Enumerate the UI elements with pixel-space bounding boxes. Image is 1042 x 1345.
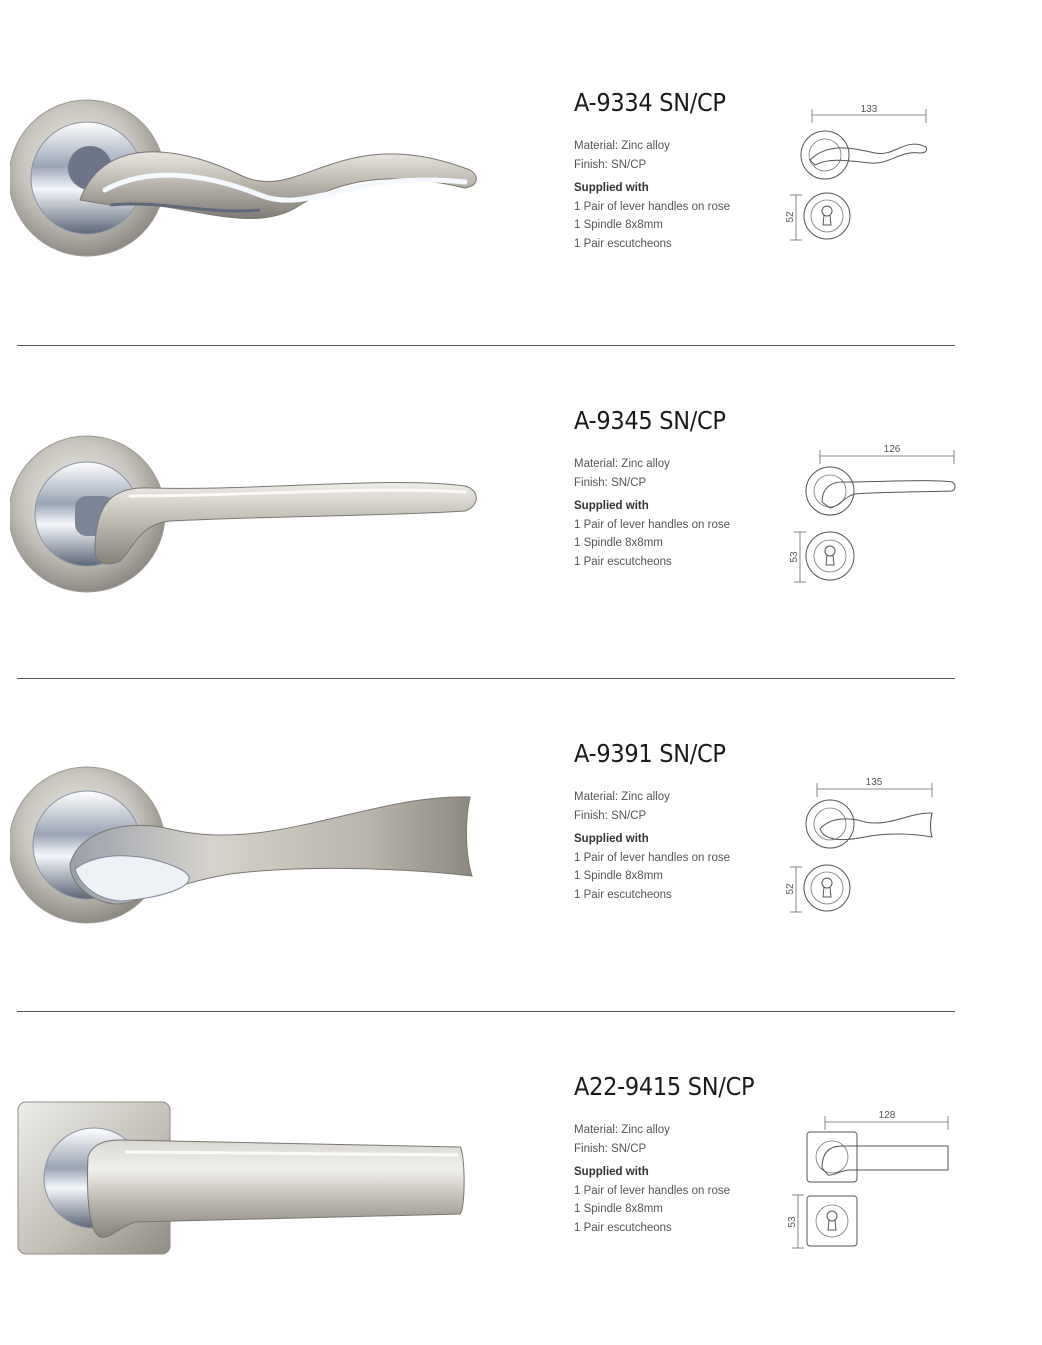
technical-drawing-a9391	[780, 767, 970, 947]
supplied-item: 1 Pair escutcheons	[574, 1221, 672, 1234]
product-specs	[574, 455, 730, 571]
width-dimension: 128	[878, 1110, 896, 1121]
supplied-item: 1 Pair of lever handles on rose	[574, 851, 730, 864]
supplied-item: 1 Spindle 8x8mm	[574, 537, 663, 549]
material-text: Material: Zinc alloy	[574, 458, 670, 470]
product-specs	[574, 137, 730, 253]
supplied-item: 1 Pair escutcheons	[574, 888, 672, 901]
supplied-item: 1 Spindle 8x8mm	[574, 1203, 663, 1215]
material-text: Material: Zinc alloy	[574, 1124, 670, 1136]
product-photo-a22-9415	[10, 1012, 490, 1345]
technical-drawing-a9345	[780, 434, 970, 614]
product-specs	[574, 788, 730, 904]
product-title: A-9334 SN/CP	[574, 88, 726, 117]
finish-text: Finish: SN/CP	[574, 476, 647, 489]
supplied-item: 1 Spindle 8x8mm	[574, 219, 663, 231]
product-section-1	[0, 0, 1042, 333]
technical-drawing-a9334	[780, 95, 970, 275]
supplied-heading: Supplied with	[574, 833, 649, 845]
supplied-item: 1 Pair escutcheons	[574, 237, 672, 250]
height-dimension: 53	[787, 1216, 798, 1228]
supplied-heading: Supplied with	[574, 182, 649, 194]
width-dimension: 126	[883, 444, 901, 455]
height-dimension: 52	[785, 883, 796, 895]
supplied-item: 1 Pair escutcheons	[574, 555, 672, 568]
width-dimension: 133	[860, 104, 878, 115]
finish-text: Finish: SN/CP	[574, 158, 647, 171]
product-title: A-9345 SN/CP	[574, 406, 726, 435]
product-section-2	[0, 346, 1042, 679]
material-text: Material: Zinc alloy	[574, 140, 670, 152]
width-dimension: 135	[865, 777, 883, 788]
supplied-item: 1 Pair of lever handles on rose	[574, 518, 730, 531]
technical-drawing-a22-9415	[780, 1100, 970, 1280]
product-photo-a9334	[10, 0, 490, 333]
finish-text: Finish: SN/CP	[574, 809, 647, 822]
height-dimension: 53	[789, 551, 800, 563]
product-specs	[574, 1121, 730, 1237]
product-title: A22-9415 SN/CP	[574, 1072, 755, 1101]
product-section-3	[0, 679, 1042, 1012]
supplied-heading: Supplied with	[574, 500, 649, 512]
supplied-item: 1 Pair of lever handles on rose	[574, 200, 730, 213]
supplied-heading: Supplied with	[574, 1166, 649, 1178]
finish-text: Finish: SN/CP	[574, 1142, 647, 1155]
supplied-item: 1 Pair of lever handles on rose	[574, 1184, 730, 1197]
height-dimension: 52	[785, 211, 796, 223]
product-section-4	[0, 1012, 1042, 1345]
product-photo-a9391	[10, 679, 490, 1012]
product-title: A-9391 SN/CP	[574, 739, 726, 768]
material-text: Material: Zinc alloy	[574, 791, 670, 803]
supplied-item: 1 Spindle 8x8mm	[574, 870, 663, 882]
product-photo-a9345	[10, 346, 490, 679]
